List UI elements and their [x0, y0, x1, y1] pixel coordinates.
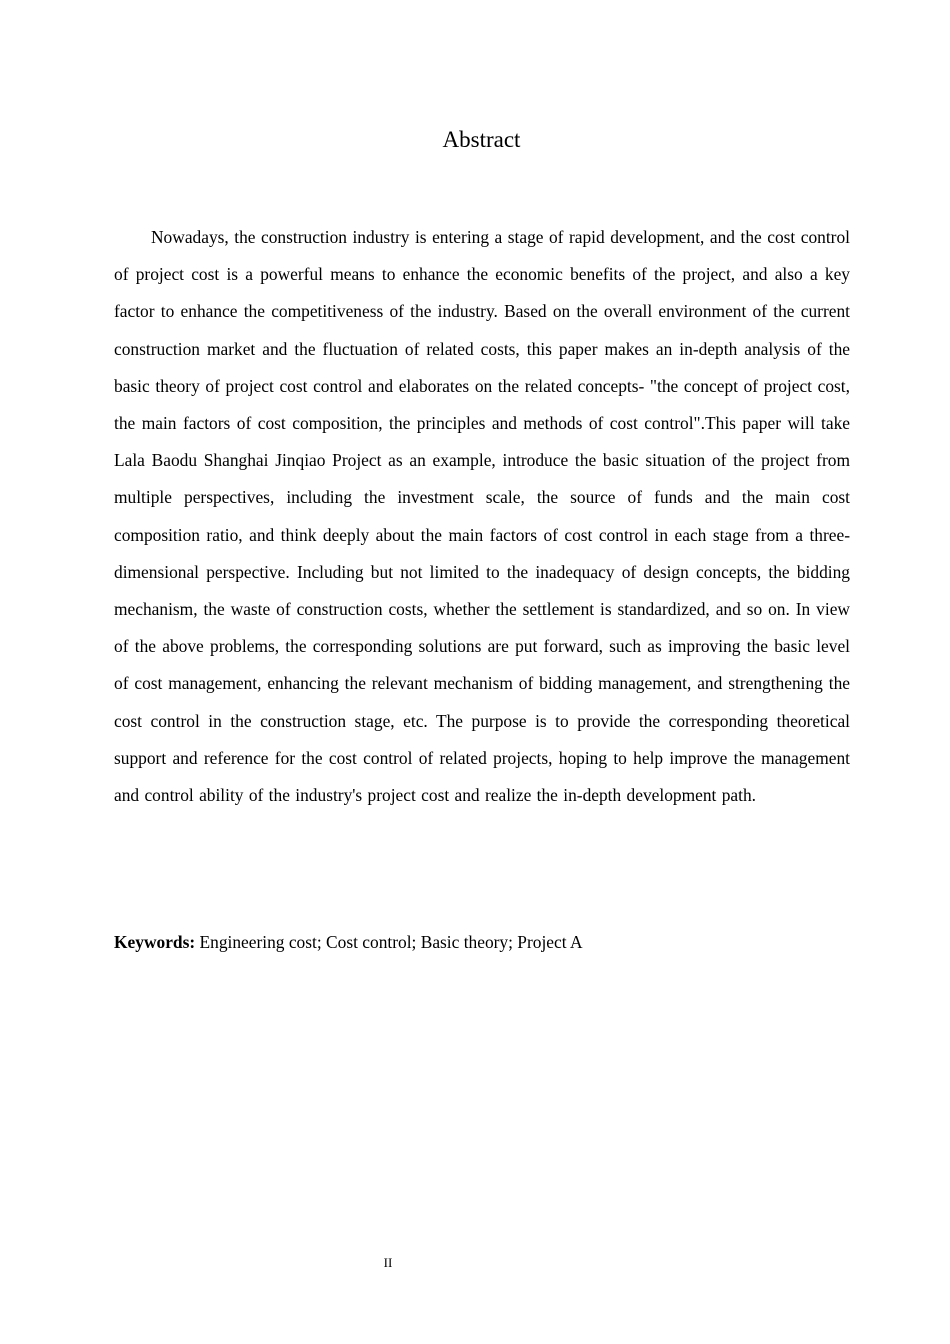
abstract-title: Abstract	[442, 127, 521, 152]
abstract-body-paragraph: Nowadays, the construction industry is entering a stage of rapid development, and the cost control of project cost is a powerful means to enhance the economic benefits of the project, and also a key factor to enhance the competitiveness of the industry. Based on the overall environment of the current construction market and the fluctuation of related costs, this paper makes an in-depth analysis of the basic theory of project cost control and elaborates on the related concepts- "the concept of project cost, the main factors of cost composition, the principles and methods of cost control".This paper will take Lala Baodu Shanghai Jinqiao Project as an example, introduce the basic situation of the project from multiple perspectives, including the investment scale, the source of funds and the main cost composition ratio, and think deeply about the main factors of cost control in each stage from a three-dimensional perspective. Including but not limited to the inadequacy of design concepts, the bidding mechanism, the waste of construction costs, whether the settlement is standardized, and so on. In view of the above problems, the corresponding solutions are put forward, such as improving the basic level of cost management, enhancing the relevant mechanism of bidding management, and strengthening the cost control in the construction stage, etc. The purpose is to provide the corresponding theoretical support and reference for the cost control of related projects, hoping to help improve the management and control ability of the industry's project cost and realize the in-depth development path.	[114, 227, 850, 806]
keywords-text: Engineering cost; Cost control; Basic theory; Project A	[195, 932, 583, 952]
page-number: II	[383, 1255, 393, 1270]
keywords-label: Keywords:	[114, 932, 196, 952]
keywords-line	[114, 924, 850, 961]
